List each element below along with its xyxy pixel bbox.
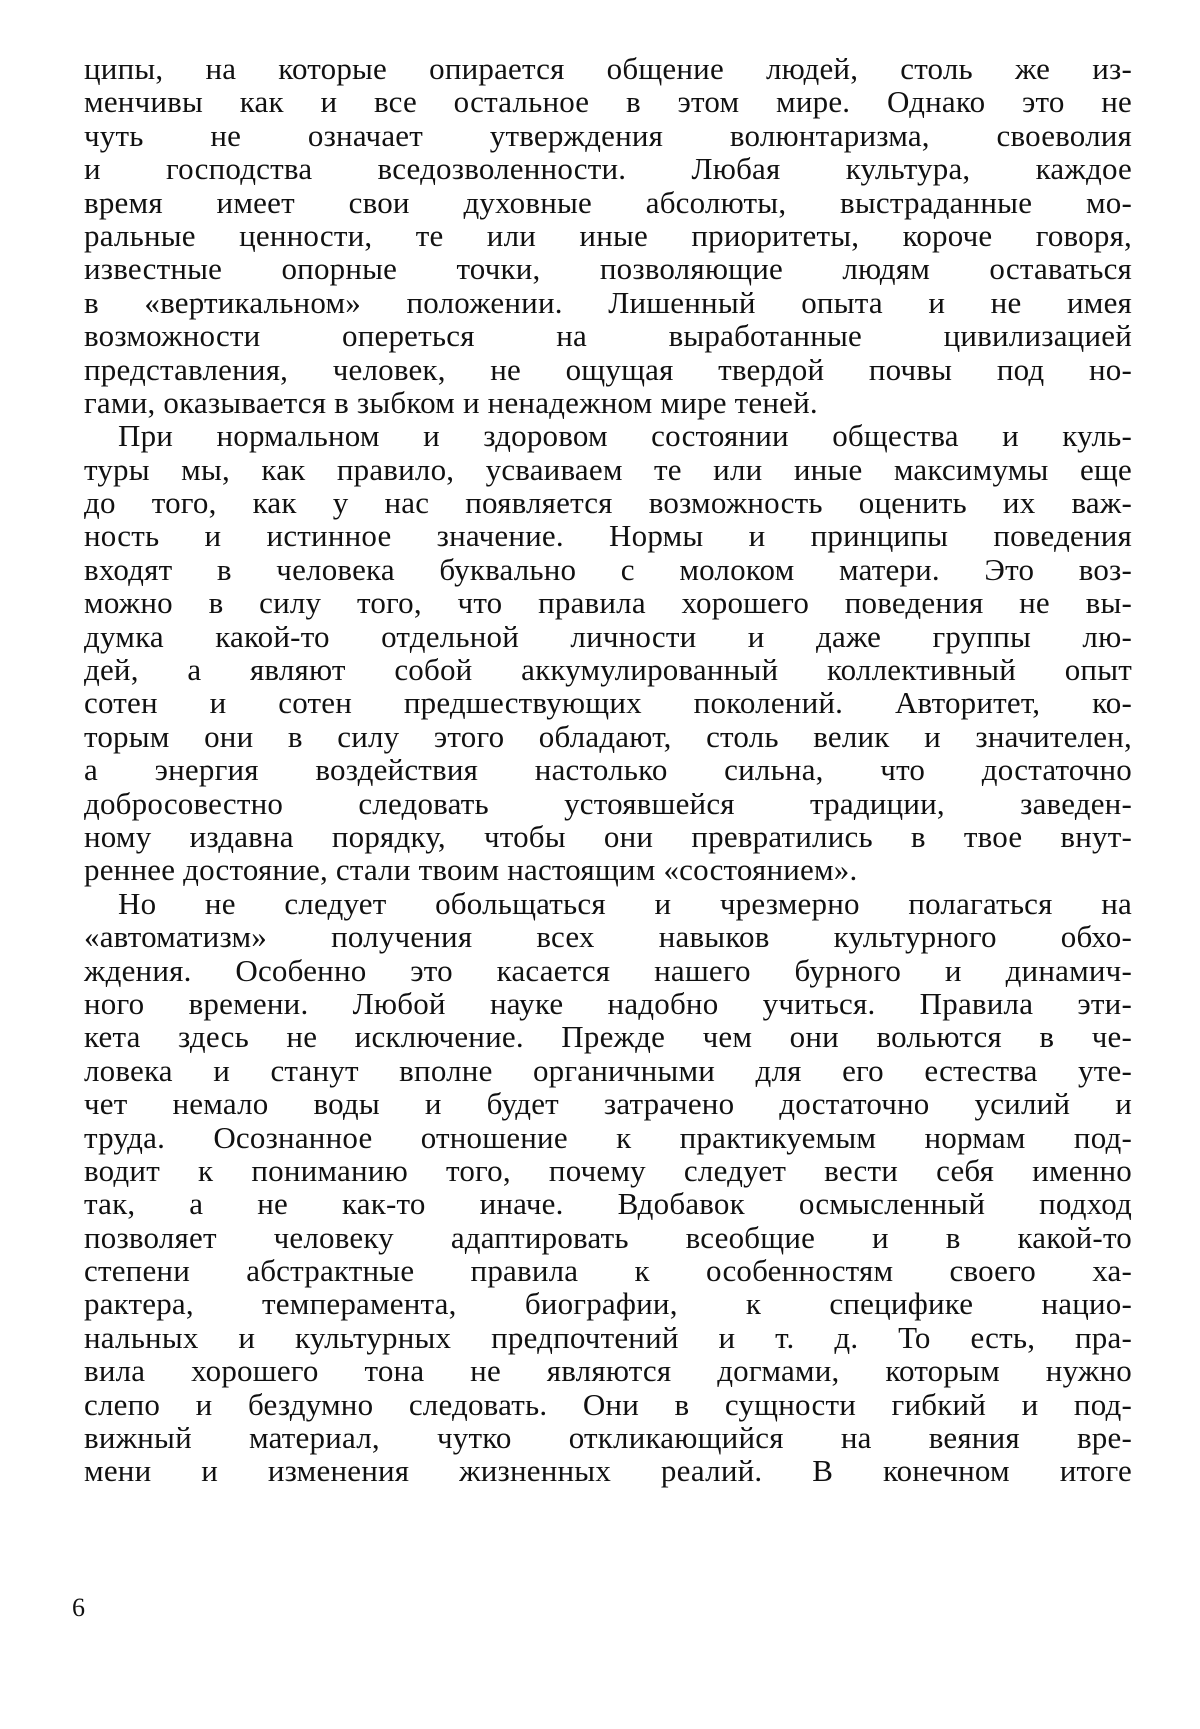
page-text <box>84 52 1132 1488</box>
text-line: ральные ценности, те или иные приоритеты, короче говоря, <box>84 217 1132 253</box>
text-line: реннее достояние, стали твоим настоящим «состоянием». <box>84 852 858 888</box>
text-line: мени и изменения жизненных реалий. В конечном итоге <box>84 1453 1132 1489</box>
text-line: ципы, на которые опирается общение людей, столь же из- <box>84 51 1132 86</box>
text-line: думка какой-то отдельной личности и даже группы лю- <box>84 618 1132 654</box>
text-line: известные опорные точки, позволяющие людям оставаться <box>84 251 1132 287</box>
text-line: чет немало воды и будет затрачено достаточно усилий и <box>84 1086 1132 1122</box>
text-line: сотен и сотен предшествующих поколений. Авторитет, ко- <box>84 685 1132 721</box>
text-line: рактера, темперамента, биографии, к специфике нацио- <box>84 1286 1132 1322</box>
text-line: степени абстрактные правила к особенностям своего ха- <box>84 1253 1132 1289</box>
text-line: в «вертикальном» положении. Лишенный опыта и не имея <box>84 284 1132 320</box>
text-line: труда. Осознанное отношение к практикуемым нормам под- <box>84 1119 1132 1155</box>
text-line: представления, человек, не ощущая твердой почвы под но- <box>84 351 1132 387</box>
text-line: возможности опереться на выработанные цивилизацией <box>84 318 1132 354</box>
text-line: ному издавна порядку, чтобы они превратились в твое внут- <box>84 818 1132 854</box>
text-line: время имеет свои духовные абсолюты, выстраданные мо- <box>84 184 1132 220</box>
text-line: нальных и культурных предпочтений и т. д. То есть, пра- <box>84 1319 1132 1355</box>
text-line: водит к пониманию того, почему следует вести себя именно <box>84 1152 1132 1188</box>
text-line: вила хорошего тона не являются догмами, которым нужно <box>84 1353 1132 1389</box>
text-line: слепо и бездумно следовать. Они в сущности гибкий и под- <box>84 1386 1132 1422</box>
text-line: менчивы как и все остальное в этом мире. Однако это не <box>84 84 1132 120</box>
text-line: кета здесь не исключение. Прежде чем они вольются в че- <box>84 1019 1132 1055</box>
text-line: ловека и станут вполне органичными для его естества уте- <box>84 1052 1132 1088</box>
paragraph-start-line: Но не следует обольщаться и чрезмерно полагаться на <box>118 885 1132 921</box>
text-line: гами, оказывается в зыбком и ненадежном мире теней. <box>84 384 818 420</box>
text-line: позволяет человеку адаптировать всеобщие и в какой-то <box>84 1219 1132 1255</box>
text-line: так, а не как-то иначе. Вдобавок осмысленный подход <box>84 1186 1132 1222</box>
text-line: ность и истинное значение. Нормы и принципы поведения <box>84 518 1132 554</box>
text-line: можно в силу того, что правила хорошего поведения не вы- <box>84 585 1132 621</box>
text-line: и господства вседозволенности. Любая культура, каждое <box>84 151 1132 187</box>
text-line: «автоматизм» получения всех навыков культурного обхо- <box>84 919 1132 955</box>
text-line: туры мы, как правило, усваиваем те или иные максимумы еще <box>84 451 1132 487</box>
text-line: дей, а являют собой аккумулированный коллективный опыт <box>84 652 1132 688</box>
text-line: входят в человека буквально с молоком матери. Это воз- <box>84 551 1132 587</box>
text-line: ждения. Особенно это касается нашего бурного и динамич- <box>84 952 1132 988</box>
text-line: вижный материал, чутко откликающийся на веяния вре- <box>84 1420 1132 1456</box>
text-line: до того, как у нас появляется возможность оценить их важ- <box>84 485 1132 521</box>
text-line: чуть не означает утверждения волюнтаризма, своеволия <box>84 117 1132 153</box>
text-line: добросовестно следовать устоявшейся традиции, заведен- <box>84 785 1132 821</box>
paragraph-start-line: При нормальном и здоровом состоянии общества и куль- <box>118 418 1132 454</box>
text-line: ного времени. Любой науке надобно учиться. Правила эти- <box>84 985 1132 1021</box>
page-number: 6 <box>72 1593 85 1622</box>
text-line: торым они в силу этого обладают, столь велик и значителен, <box>84 718 1132 754</box>
text-line: а энергия воздействия настолько сильна, что достаточно <box>84 752 1132 788</box>
